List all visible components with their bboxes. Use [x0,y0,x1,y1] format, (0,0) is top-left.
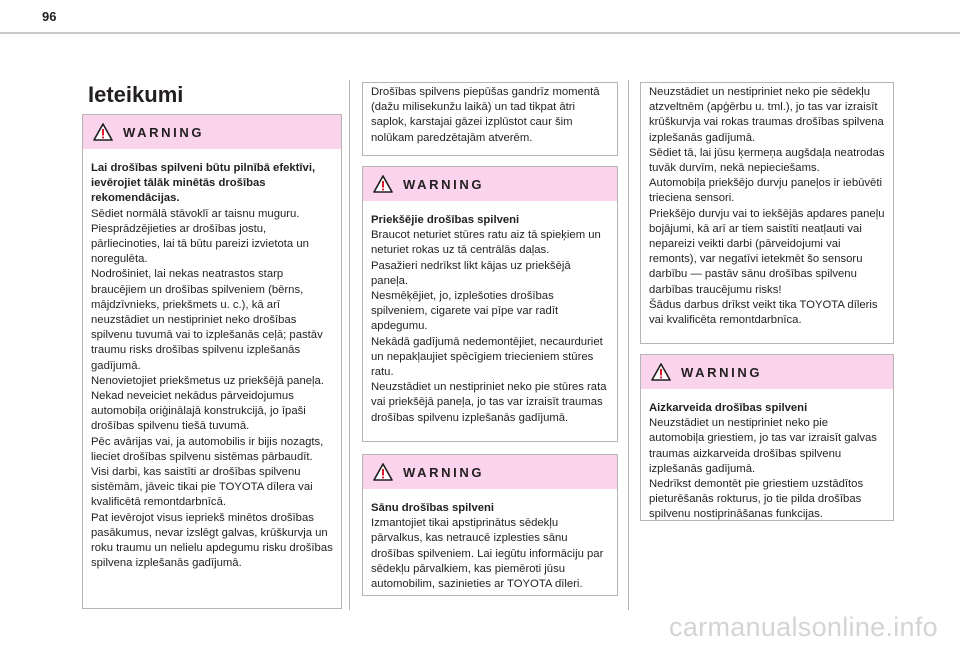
warning-box-general [82,114,342,609]
warning-header [363,167,617,201]
column-divider-1 [349,80,350,610]
warning-title: WARNING [681,364,763,380]
paragraph: Nekad neveiciet nekādus pārveidojumus automobiļa oriģinālajā konstrukcijā, jo īpaši drošības spilvenu tiešā tuvumā. [91,390,306,433]
paragraph: Automobiļa priekšējo durvju paneļos ir iebūvēti trieciena sensori. [649,177,882,205]
paragraph: Sēdiet normālā stāvoklī ar taisnu muguru. [91,207,300,220]
warning-body [363,201,617,430]
paragraph: Izmantojiet tikai apstiprinātus sēdekļu pārvalkus, kas netraucē izplesties sānu drošības spilveniem. Lai iegūtu informāciju par sēdekļu pārvalkiem, kas piemēroti jūsu automobilim, sazinieties ar TOYOTA dīleri. [371,517,604,591]
paragraph: Visi darbi, kas saistīti ar drošības spilvenu sistēmām, jāveic tikai pie TOYOTA dīlera vai kvalificētā remontdarbnīcā. [91,466,313,509]
continuation-body [641,83,893,332]
warning-title: WARNING [123,124,205,140]
warning-body [83,149,341,575]
page-number: 96 [42,9,57,24]
watermark: carmanualsonline.info [669,612,938,642]
warning-body [363,489,617,596]
paragraph: Pēc avārijas vai, ja automobilis ir bijis nozagts, lieciet drošības spilvenu sistēmas pārbaudīt. [91,435,324,463]
paragraph: Priekšējo durvju vai to iekšējās apdares paneļu bojājumi, kā arī ar tiem saistīti neatļauti vai nepareizi veikti darbi (pārveidojumi vai remonts), var negatīvi ietekmēt šo sensoru darbību — pastāv sānu drošības spilvenu darbības traucējumu risks! [649,207,885,296]
section-title: Ieteikumi [88,82,184,107]
intro-text: Drošības spilvens piepūšas gandrīz momentā (dažu milisekunžu laikā) un tad tikpat ātri saplok, karstajai gāzei izplūstot caur šim nolūkam paredzētajām atverēm. [371,86,600,144]
paragraph: Nesmēķējiet, jo, izplešoties drošības spilveniem, cigarete vai pīpe var radīt apdegumu. [371,290,559,333]
warning-header [83,115,341,149]
warning-title: WARNING [403,176,485,192]
warning-header [363,455,617,489]
paragraph: Neuzstādiet un nestipriniet neko pie automobiļa griestiem, jo tas var izraisīt galvas traumas aizkarveida drošības spilvenu izplešanās gadījumā. [649,417,877,475]
warning-triangle-icon [93,123,113,141]
warning-title: WARNING [403,464,485,480]
paragraph: Pasažieri nedrīkst likt kājas uz priekšējā paneļa. [371,259,571,287]
warning-header [641,355,893,389]
paragraph: Braucot neturiet stūres ratu aiz tā spieķiem un neturiet rokas uz tā centrālās daļas. [371,229,601,257]
paragraph: Nenovietojiet priekšmetus uz priekšējā paneļa. [91,374,324,387]
warning-triangle-icon [373,175,393,193]
paragraph: Šādus darbus drīkst veikt tika TOYOTA dīleris vai kvalificēta remontdarbnīca. [649,298,878,327]
warning-heading: Lai drošības spilveni būtu pilnībā efektīvi, ievērojiet tālāk minētās drošības rekomendācijas. [91,162,316,205]
warning-triangle-icon [651,363,671,381]
paragraph: Nekādā gadījumā nedemontējiet, necaurduriet un nepakļaujiet spēcīgiem triecieniem stūres ratu. [371,335,603,379]
warning-heading: Sānu drošības spilveni [371,502,495,514]
warning-heading: Aizkarveida drošības spilveni [649,402,808,414]
column-divider-2 [628,80,629,610]
top-rule [0,32,960,34]
paragraph: Neuzstādiet un nestipriniet neko pie stūres rata vai priekšējā paneļa, jo tas var izraisīt traumas drošības spilvenu izplešanās gadījumā. [371,381,607,424]
warning-box-front-airbags [362,166,618,442]
intro-body [363,83,617,150]
intro-box [362,82,618,156]
paragraph: Piesprādzējieties ar drošības jostu, pārliecinoties, lai tā būtu pareizi izvietota un noregulēta. [91,222,309,266]
paragraph: Pat ievērojot visus iepriekš minētos drošības pasākumus, nevar izslēgt galvas, krūškurvja un roku traumu un nelielu apdegumu risku drošības spilvena izplešanās gadījumā. [91,511,333,570]
warning-heading: Priekšējie drošības spilveni [371,214,520,226]
warning-triangle-icon [373,463,393,481]
paragraph: Neuzstādiet un nestipriniet neko pie sēdekļu atzveltnēm (apģērbu u. tml.), jo tas var izraisīt krūškurvja vai rokas traumas drošības spilvena izplešanās gadījumā. [649,86,884,144]
warning-body [641,389,893,527]
warning-box-side-airbags [362,454,618,596]
paragraph: Sēdiet tā, lai jūsu ķermeņa augšdaļa neatrodas tuvāk durvīm, nekā nepieciešams. [649,146,885,175]
paragraph: Nedrīkst demontēt pie griestiem uzstādītos pieturēšanās rokturus, jo tie pilda drošības spilvenu nostiprināšanas funkcijas. [649,478,864,521]
paragraph: Nodrošiniet, lai nekas neatrastos starp braucējiem un drošības spilveniem (bērns, mājdzīvnieks, priekšmets u. c.), kā arī neuzstādiet un nestipriniet neko drošības spilvenu tuvumā vai to izplešanās ceļā; pastāv traumu risks drošības spilvenu izplešanās gadījumā. [91,268,323,372]
side-airbag-continuation-box [640,82,894,344]
warning-box-curtain-airbags [640,354,894,521]
